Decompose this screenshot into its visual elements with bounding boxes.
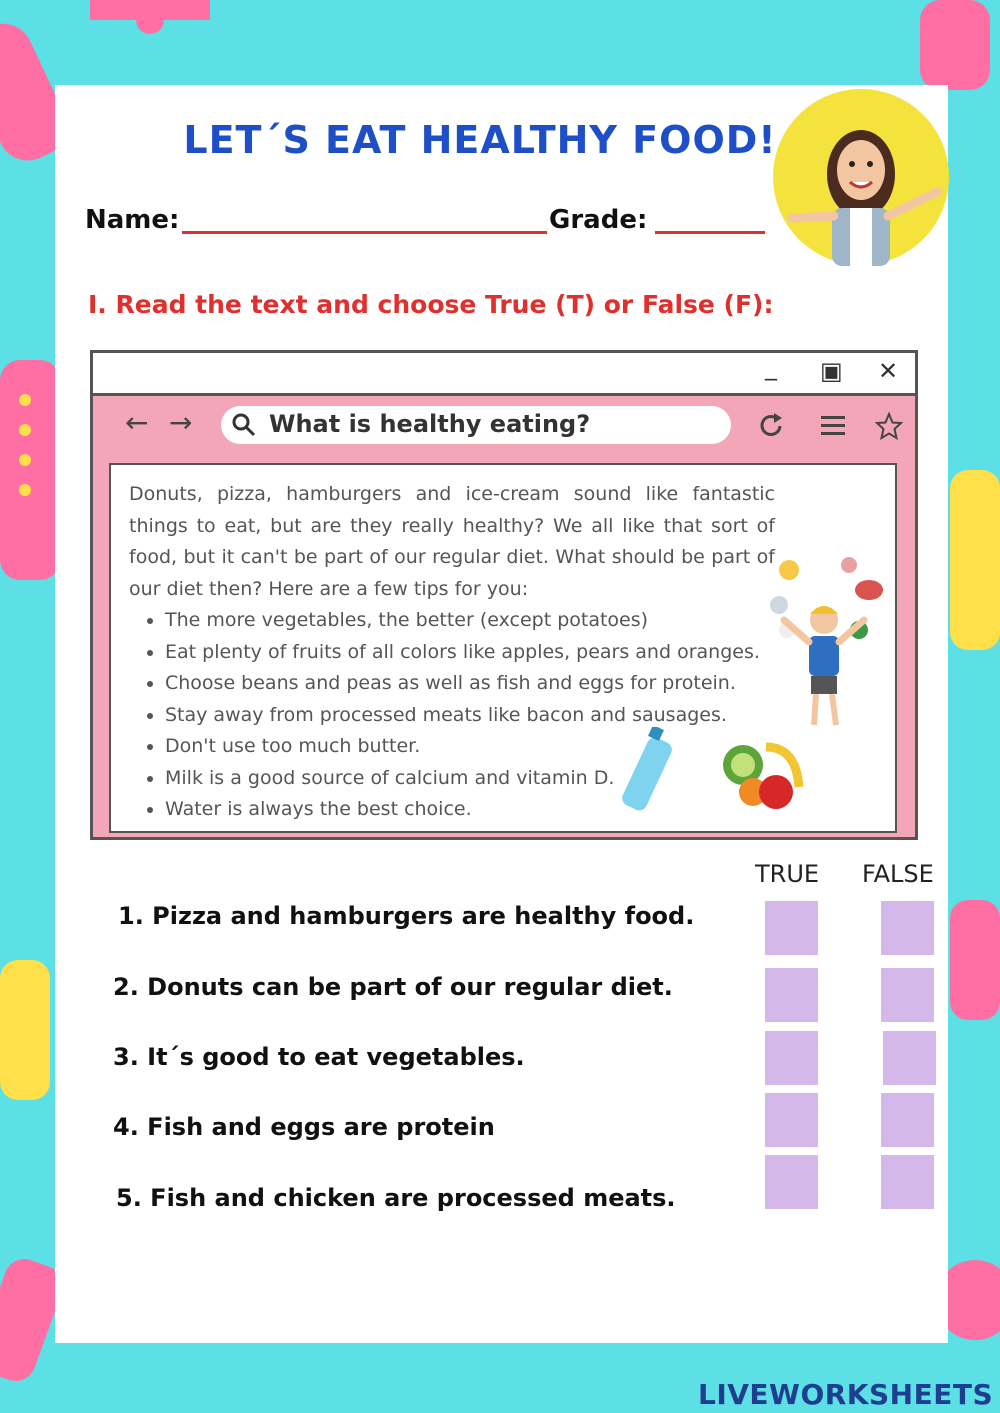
search-bar xyxy=(221,406,731,444)
article-paragraph: Donuts, pizza, hamburgers and ice-cream sound like fantastic things to eat, but are they really healthy? We all like that sort of food, but it can't be part of our regular diet. What should be part of our diet then? Here are a few tips for you: xyxy=(129,483,775,600)
tip-item: • Eat plenty of fruits of all colors like apples, pears and oranges. xyxy=(165,637,760,669)
instruction-text: I. Read the text and choose True (T) or False (F): xyxy=(88,290,774,319)
browser-titlebar xyxy=(93,353,915,396)
tip-item: • Stay away from processed meats like bacon and sausages. xyxy=(165,700,760,732)
q4-true-box[interactable] xyxy=(765,1093,818,1147)
question-5: 5. Fish and chicken are processed meats. xyxy=(116,1184,676,1212)
minimize-icon: _ xyxy=(765,353,777,381)
q1-true-box[interactable] xyxy=(765,901,818,955)
q1-false-box[interactable] xyxy=(881,901,934,955)
search-text: What is healthy eating? xyxy=(269,410,591,438)
menu-icon xyxy=(819,412,847,440)
question-1: 1. Pizza and hamburgers are healthy food. xyxy=(118,902,695,930)
q5-true-box[interactable] xyxy=(765,1155,818,1209)
grade-label: Grade: xyxy=(549,205,648,235)
question-3: 3. It´s good to eat vegetables. xyxy=(113,1043,525,1071)
false-column-header: FALSE xyxy=(862,860,934,888)
teacher-avatar xyxy=(772,88,950,266)
tip-item: • The more vegetables, the better (except potatoes) xyxy=(165,605,760,637)
browser-navbar xyxy=(93,396,915,454)
q3-false-box[interactable] xyxy=(883,1031,936,1085)
tip-item: • Choose beans and peas as well as fish and eggs for protein. xyxy=(165,668,760,700)
refresh-icon xyxy=(758,412,786,440)
q2-true-box[interactable] xyxy=(765,968,818,1022)
maximize-icon: ▣ xyxy=(820,357,843,385)
q2-false-box[interactable] xyxy=(881,968,934,1022)
worksheet-title: LET´S EAT HEALTHY FOOD! xyxy=(183,118,777,162)
healthy-man-illustration xyxy=(759,550,889,750)
forward-arrow-icon: → xyxy=(169,406,193,439)
question-4: 4. Fish and eggs are protein xyxy=(113,1113,495,1141)
water-bottle-illustration xyxy=(616,727,676,817)
name-label: Name: xyxy=(85,205,180,235)
close-icon: ✕ xyxy=(878,357,899,385)
true-column-header: TRUE xyxy=(755,860,820,888)
tip-item: • Milk is a good source of calcium and vitamin D. xyxy=(165,763,760,795)
q4-false-box[interactable] xyxy=(881,1093,934,1147)
fruits-illustration xyxy=(721,737,811,817)
question-2: 2. Donuts can be part of our regular diet. xyxy=(113,973,673,1001)
grade-line[interactable] xyxy=(655,231,765,234)
tip-item: • Don't use too much butter. xyxy=(165,731,760,763)
name-line[interactable] xyxy=(182,231,547,234)
q5-false-box[interactable] xyxy=(881,1155,934,1209)
star-icon xyxy=(875,412,903,440)
article-content xyxy=(109,463,897,833)
browser-window xyxy=(90,350,918,840)
tip-item: • Water is always the best choice. xyxy=(165,794,760,826)
search-icon xyxy=(231,412,257,438)
q3-true-box[interactable] xyxy=(765,1031,818,1085)
back-arrow-icon: ← xyxy=(125,406,149,439)
liveworksheets-logo: LIVEWORKSHEETS xyxy=(698,1378,994,1411)
